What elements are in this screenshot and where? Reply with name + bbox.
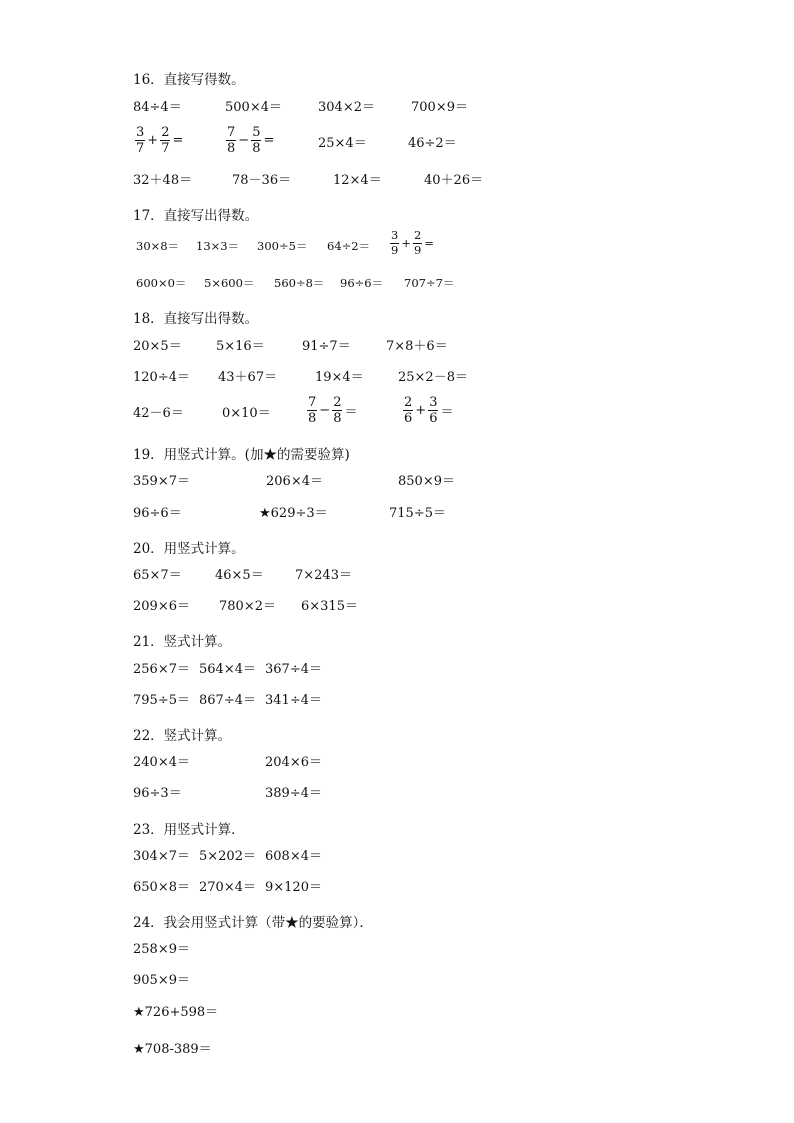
q23-expr: 304×7＝	[133, 849, 190, 864]
fraction: $\frac{7}{8}$	[308, 395, 317, 426]
q22-expr: 204×6＝	[265, 755, 322, 770]
q16-expr: 304×2＝	[318, 100, 375, 115]
q20-expr: 780×2＝	[219, 599, 276, 614]
q20-expr: 209×6＝	[133, 599, 190, 614]
q22-expr: 96÷3＝	[133, 786, 182, 801]
q19-expr: 715÷5＝	[389, 506, 446, 521]
q17-fraction-expr: $\frac{3}{9}$ + $\frac{2}{9}$ =	[391, 228, 434, 257]
fraction: $\frac{3}{6}$	[429, 395, 438, 426]
q18-fraction-expr: $\frac{2}{6}$ + $\frac{3}{6}$ ＝	[404, 395, 454, 426]
fraction: $\frac{5}{8}$	[252, 125, 261, 156]
q21-expr: 256×7＝	[133, 662, 190, 677]
q17-expr: 5×600＝	[204, 276, 255, 290]
q16-expr: 32＋48＝	[133, 173, 193, 188]
q18-expr: 0×10＝	[222, 406, 271, 421]
q16-expr: 500×4＝	[225, 100, 282, 115]
q17-expr: 64÷2＝	[327, 239, 371, 253]
q21-expr: 564×4＝	[199, 662, 256, 677]
q18-expr: 5×16＝	[216, 339, 265, 354]
q16-expr: 700×9＝	[411, 100, 468, 115]
fraction: $\frac{2}{6}$	[404, 395, 413, 426]
q16-fraction-expr: $\frac{7}{8}$ − $\frac{5}{8}$ =	[227, 125, 275, 156]
q17-title: 17．直接写出得数。	[133, 208, 259, 224]
q17-expr: 600×0＝	[136, 276, 187, 290]
q17-expr: 300÷5＝	[257, 239, 308, 253]
q24-expr: 258×9＝	[133, 942, 190, 957]
q18-expr: 43＋67＝	[218, 370, 278, 385]
q17-expr: 30×8＝	[136, 239, 180, 253]
q18-fraction-expr: $\frac{7}{8}$ − $\frac{2}{8}$ ＝	[308, 395, 358, 426]
q18-expr: 7×8＋6＝	[386, 339, 448, 354]
q23-expr: 608×4＝	[265, 849, 322, 864]
q16-title: 16．直接写得数。	[133, 72, 245, 88]
q24-expr: ★726+598＝	[133, 1005, 219, 1020]
fraction: $\frac{2}{8}$	[333, 395, 342, 426]
q18-expr: 91÷7＝	[302, 339, 351, 354]
q18-expr: 20×5＝	[133, 339, 182, 354]
q21-expr: 341÷4＝	[265, 693, 322, 708]
q20-expr: 46×5＝	[215, 568, 264, 583]
q19-expr: 850×9＝	[398, 474, 455, 489]
q23-expr: 5×202＝	[199, 849, 256, 864]
q16-expr: 84÷4＝	[133, 100, 182, 115]
q16-expr: 12×4＝	[333, 173, 382, 188]
fraction: $\frac{7}{8}$	[227, 125, 236, 156]
q19-expr: 359×7＝	[133, 474, 190, 489]
q19-expr: ★629÷3＝	[259, 506, 328, 521]
q21-expr: 867÷4＝	[199, 693, 256, 708]
q19-title: 19．用竖式计算。(加★的需要验算)	[133, 447, 350, 463]
q18-title: 18．直接写出得数。	[133, 311, 259, 327]
q21-title: 21．竖式计算。	[133, 634, 232, 650]
q17-expr: 707÷7＝	[404, 276, 455, 290]
q19-expr: 96÷6＝	[133, 506, 182, 521]
fraction: $\frac{3}{9}$	[391, 228, 399, 257]
q19-expr: 206×4＝	[266, 474, 323, 489]
q16-expr: 25×4＝	[318, 136, 367, 151]
fraction: $\frac{2}{9}$	[413, 228, 422, 257]
q18-expr: 120÷4＝	[133, 370, 190, 385]
q21-expr: 367÷4＝	[265, 662, 322, 677]
q21-expr: 795÷5＝	[133, 693, 190, 708]
q22-expr: 389÷4＝	[265, 786, 322, 801]
fraction: $\frac{3}{7}$	[136, 125, 145, 156]
q16-expr: 78－36＝	[232, 173, 292, 188]
q23-title: 23．用竖式计算．	[133, 822, 245, 838]
q16-fraction-expr: $\frac{3}{7}$ + $\frac{2}{7}$ =	[136, 125, 184, 156]
q23-expr: 650×8＝	[133, 880, 190, 895]
q16-expr: 46÷2＝	[408, 136, 457, 151]
q24-expr: ★708-389＝	[133, 1042, 212, 1057]
q17-expr: 560÷8＝	[274, 276, 325, 290]
q24-expr: 905×9＝	[133, 973, 190, 988]
q17-expr: 13×3＝	[196, 239, 240, 253]
fraction: $\frac{2}{7}$	[161, 125, 170, 156]
q16-expr: 40＋26＝	[424, 173, 484, 188]
q22-title: 22．竖式计算。	[133, 728, 232, 744]
q18-expr: 25×2－8＝	[398, 370, 468, 385]
q22-expr: 240×4＝	[133, 755, 190, 770]
q20-title: 20．用竖式计算。	[133, 541, 245, 557]
q20-expr: 65×7＝	[133, 568, 182, 583]
q18-expr: 42－6＝	[133, 406, 184, 421]
q17-expr: 96÷6＝	[340, 276, 384, 290]
q23-expr: 9×120＝	[265, 880, 322, 895]
q20-expr: 7×243＝	[295, 568, 352, 583]
q24-title: 24．我会用竖式计算（带★的要验算）．	[133, 915, 373, 931]
q20-expr: 6×315＝	[301, 599, 358, 614]
q23-expr: 270×4＝	[199, 880, 256, 895]
q18-expr: 19×4＝	[315, 370, 364, 385]
